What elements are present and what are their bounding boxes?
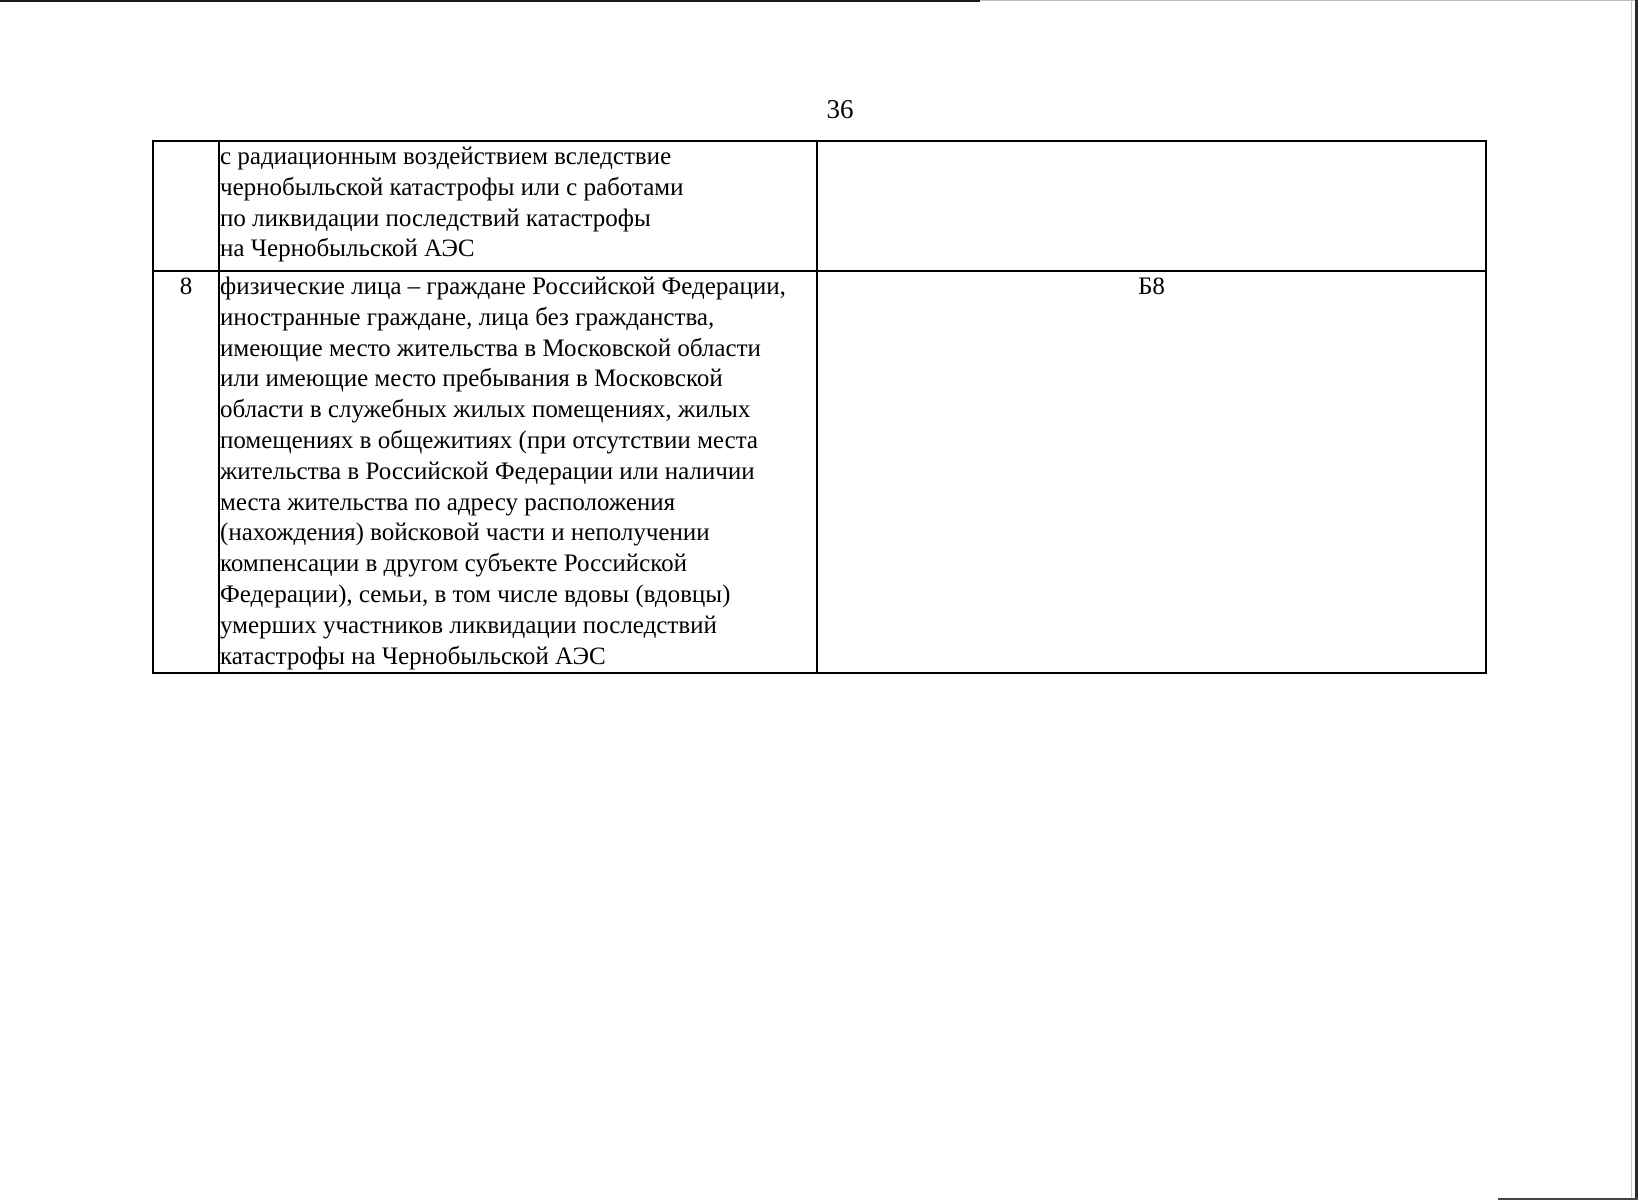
- description-line: (нахождения) войсковой части и неполучении: [220, 519, 710, 547]
- document-table: [152, 140, 1487, 674]
- description-line: или имеющие место пребывания в Московской: [220, 365, 723, 393]
- description-line: иностранные граждане, лица без гражданства,: [220, 303, 715, 331]
- description-line: имеющие место жительства в Московской области: [220, 334, 761, 362]
- table-row-8: [153, 271, 1486, 673]
- description-line: на Чернобыльской АЭС: [220, 235, 475, 263]
- scan-border-top-faint: [980, 0, 1638, 1]
- description-line: физические лица – граждане Российской Федерации,: [220, 273, 786, 300]
- description-line: компенсации в другом субъекте Российской: [220, 550, 687, 578]
- row-number-cell: [153, 141, 219, 271]
- description-line: с радиационным воздействием вследствие: [220, 143, 672, 170]
- description-line: катастрофы на Чернобыльской АЭС: [220, 642, 606, 670]
- description-line: Федерации), семьи, в том числе вдовы (вдовцы): [220, 580, 731, 608]
- description-line: чернобыльской катастрофы или с работами: [220, 173, 684, 201]
- description-line: помещениях в общежитиях (при отсутствии места: [220, 426, 759, 454]
- page-number: 36: [826, 94, 854, 124]
- row-code-cell: [817, 141, 1486, 271]
- description-line: умерших участников ликвидации последствий: [220, 611, 717, 639]
- description-line: по ликвидации последствий катастрофы: [220, 204, 651, 232]
- description-line: области в служебных жилых помещениях, жилых: [220, 396, 751, 424]
- scan-border-right-inner: [1631, 0, 1632, 1200]
- row-description-cell: [219, 271, 817, 673]
- row-number-cell: 8: [153, 271, 219, 673]
- description-line: места жительства по адресу расположения: [220, 488, 676, 516]
- description-line: жительства в Российской Федерации или наличии: [220, 457, 755, 485]
- scan-border-top: [0, 0, 980, 2]
- table-row-continuation: [153, 141, 1486, 271]
- row-description-cell: [219, 141, 817, 271]
- row-code-cell: Б8: [817, 271, 1486, 673]
